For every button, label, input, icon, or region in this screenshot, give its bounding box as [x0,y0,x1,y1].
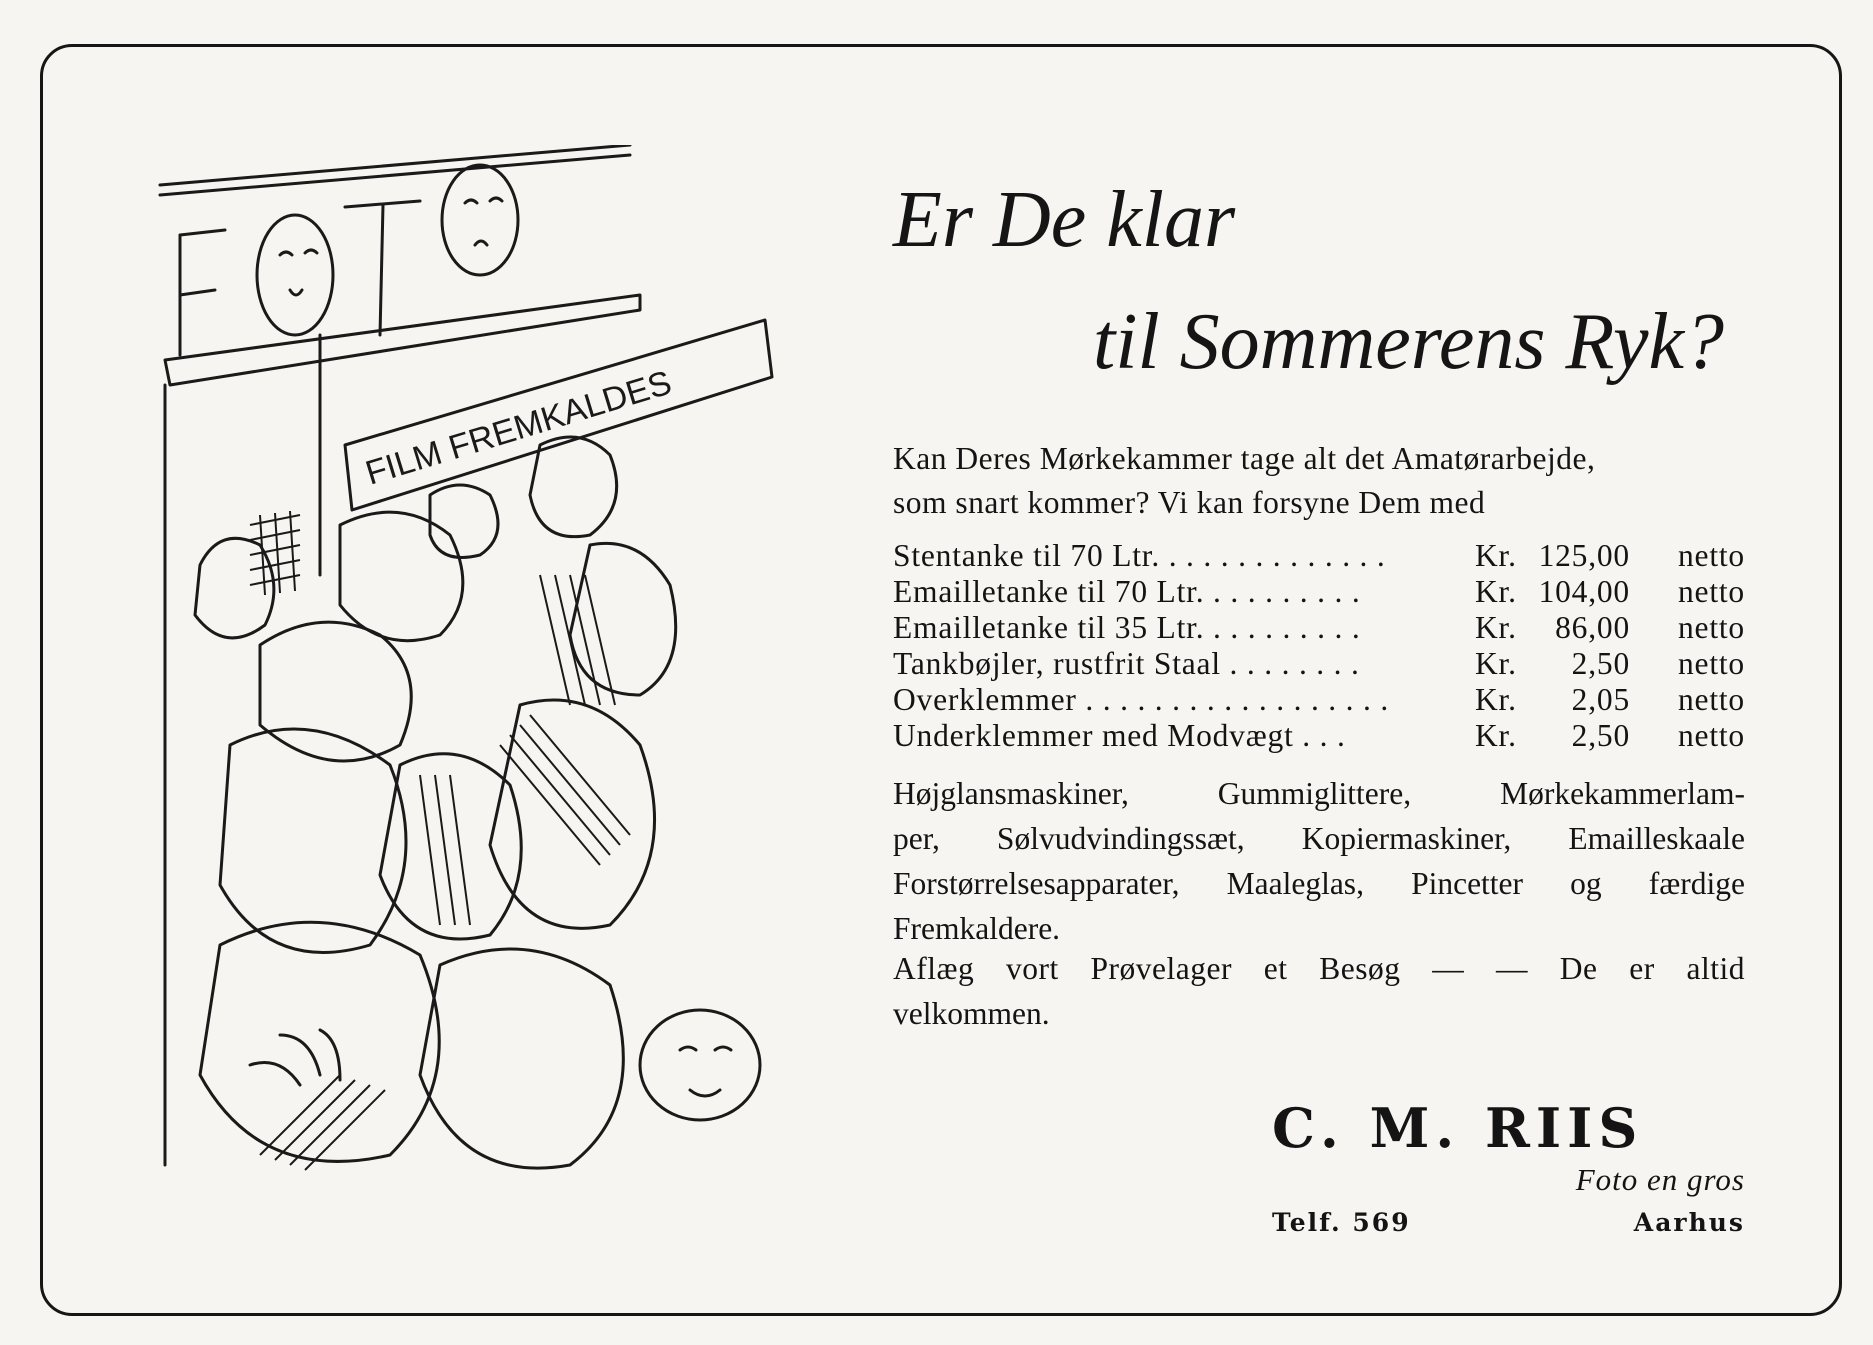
price-amount: 2,50 [1571,718,1630,753]
visit-line-1: Aflæg vort Prøvelager et Besøg — — De er altid [893,951,1745,986]
price-currency: Kr. [1475,646,1517,681]
price-suffix: netto [1678,718,1745,753]
company-name: C. M. RIIS [1272,1096,1644,1160]
price-row [893,538,1745,574]
price-row [893,610,1745,646]
products-line-4: Fremkaldere. [893,911,1061,946]
price-amount: 125,00 [1538,538,1630,573]
headline-line-1: Er De klar [893,176,1236,264]
price-item: Overklemmer . . . . . . . . . . . . . . . . . . [893,682,1390,717]
visit-line-2: velkommen. [893,996,1050,1031]
price-amount: 86,00 [1555,610,1630,645]
price-currency: Kr. [1475,718,1517,753]
price-suffix: netto [1678,646,1745,681]
price-suffix: netto [1678,682,1745,717]
products-line-2: per, Sølvudvindingssæt, Kopiermaskiner, Emailleskaale [893,821,1745,856]
price-amount: 2,05 [1571,682,1630,717]
intro-line-2: som snart kommer? Vi kan forsyne Dem med [893,485,1486,520]
company-phone: Telf. 569 [1272,1208,1411,1237]
crowd-illustration [140,145,790,1195]
price-amount: 2,50 [1571,646,1630,681]
price-row [893,718,1745,754]
products-line-1: Højglansmaskiner, Gummiglittere, Mørkekammerlam- [893,776,1745,811]
visit-paragraph [893,946,1745,1036]
price-list [893,538,1745,754]
price-item: Underklemmer med Modvægt . . . [893,718,1346,753]
company-city: Aarhus [1633,1208,1745,1237]
products-paragraph [893,771,1745,951]
price-suffix: netto [1678,538,1745,573]
price-suffix: netto [1678,610,1745,645]
intro-line-1: Kan Deres Mørkekammer tage alt det Amatørarbejde, [893,441,1596,476]
headline-line-2: til Sommerens Ryk? [1093,298,1724,386]
price-item: Stentanke til 70 Ltr. . . . . . . . . . . . . . [893,538,1386,573]
price-row [893,574,1745,610]
price-currency: Kr. [1475,682,1517,717]
products-line-3: Forstørrelsesapparater, Maaleglas, Pincetter og færdige [893,866,1745,901]
intro-paragraph [893,437,1745,525]
company-tagline: Foto en gros [1575,1162,1745,1197]
price-row [893,646,1745,682]
price-item: Emailletanke til 70 Ltr. . . . . . . . . . [893,574,1361,609]
price-amount: 104,00 [1538,574,1630,609]
price-row [893,682,1745,718]
banner-text: FILM FREMKALDES [361,363,676,493]
price-suffix: netto [1678,574,1745,609]
price-currency: Kr. [1475,610,1517,645]
price-currency: Kr. [1475,574,1517,609]
price-item: Tankbøjler, rustfrit Staal . . . . . . . . [893,646,1360,681]
price-currency: Kr. [1475,538,1517,573]
price-item: Emailletanke til 35 Ltr. . . . . . . . . . [893,610,1361,645]
